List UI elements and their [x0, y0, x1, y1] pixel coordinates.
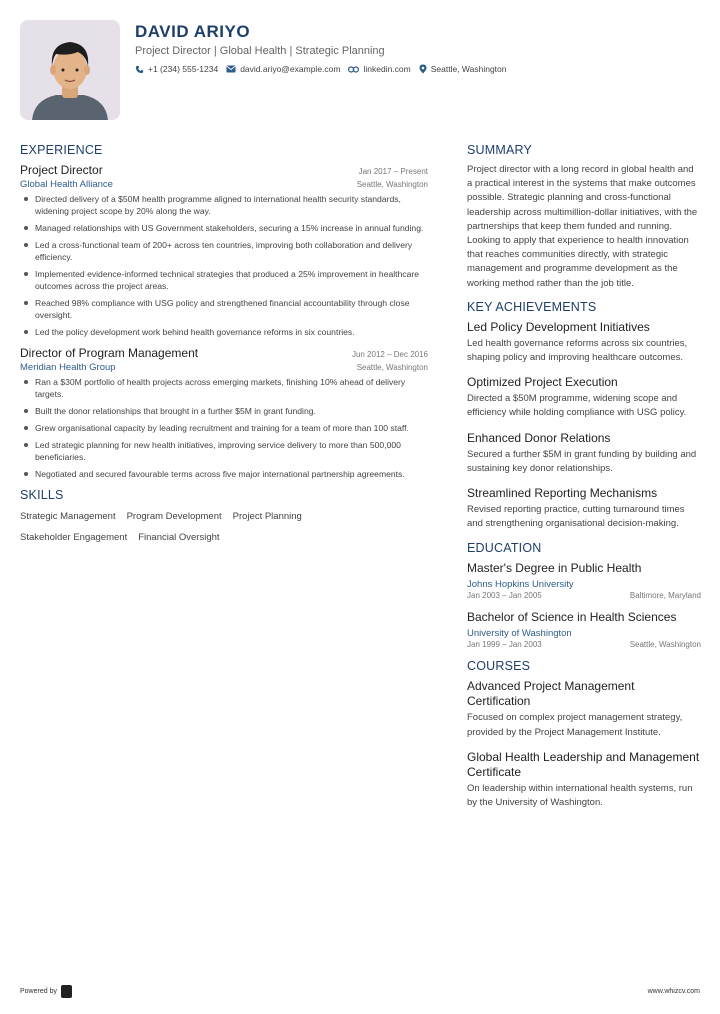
job-location: Seattle, Washington: [356, 180, 428, 189]
degree-title: Master's Degree in Public Health: [467, 561, 642, 576]
job-title: Project Director: [20, 163, 103, 177]
skill-item: Financial Oversight: [138, 532, 220, 543]
education-date: Jan 1999 – Jan 2003: [467, 640, 542, 650]
achievement-title: Led Policy Development Initiatives: [467, 319, 650, 334]
job-bullet: Implemented evidence-informed technical strategies that produced a 25% improvement in healthcare outcomes across the project areas.: [20, 268, 428, 292]
job-entry: [20, 163, 428, 338]
right-column: [467, 143, 701, 820]
contact-linkedin: [348, 64, 410, 74]
achievement-title: Optimized Project Execution: [467, 375, 618, 390]
email-text[interactable]: david.ariyo@example.com: [240, 64, 341, 74]
achievement-item: [467, 375, 701, 420]
powered-by-text: Powered by: [20, 988, 57, 995]
profile-photo: [20, 20, 120, 120]
powered-by: [20, 985, 72, 998]
job-date: Jun 2012 – Dec 2016: [351, 350, 428, 359]
skills-list: [20, 511, 360, 553]
job-bullet: Managed relationships with US Government stakeholders, securing a 15% increase in annual funding.: [20, 222, 428, 234]
skills-heading: SKILLS: [20, 488, 64, 502]
job-company: Meridian Health Group: [20, 362, 116, 373]
education-item: [467, 610, 701, 649]
job-bullets: [20, 376, 428, 480]
job-bullet: Ran a $30M portfolio of health projects across emerging markets, finishing 10% ahead of delivery targets.: [20, 376, 428, 400]
education-location: Seattle, Washington: [629, 640, 701, 650]
contact-bar: [135, 64, 515, 74]
job-bullet: Directed delivery of a $50M health programme aligned to international health security standards, widening project scope by 20% along the way.: [20, 193, 428, 217]
summary-heading: SUMMARY: [467, 143, 533, 157]
phone-text: +1 (234) 555-1234: [148, 64, 219, 74]
degree-title: Bachelor of Science in Health Sciences: [467, 610, 677, 625]
resume-header: [20, 20, 700, 120]
course-item: [467, 750, 701, 810]
linkedin-text[interactable]: linkedin.com: [363, 64, 411, 74]
school-name: University of Washington: [467, 628, 572, 640]
achievement-text: Directed a $50M programme, widening scope and efficiency while holding compliance with USG policy.: [467, 393, 687, 419]
course-text: On leadership within international health systems, run by the University of Washington.: [467, 782, 693, 809]
education-heading: EDUCATION: [467, 541, 542, 556]
courses-heading: COURSES: [467, 659, 531, 674]
achievement-text: Secured a further $5M in grant funding by building and sustaining key donor relationships.: [467, 448, 697, 474]
phone-icon: [135, 65, 144, 74]
job-location: Seattle, Washington: [356, 363, 428, 372]
achievement-item: [467, 486, 701, 531]
school-name: Johns Hopkins University: [467, 579, 574, 591]
contact-location: [419, 64, 507, 74]
job-date: Jan 2017 – Present: [358, 167, 428, 176]
job-entry: [20, 346, 428, 480]
job-company: Global Health Alliance: [20, 179, 113, 190]
whizcv-logo-icon[interactable]: [61, 985, 72, 998]
contact-phone: [135, 64, 218, 74]
course-title: Global Health Leadership and Management Certificate: [467, 749, 700, 779]
left-column: [20, 143, 428, 553]
job-bullet: Led strategic planning for new health initiatives, improving service delivery to more than 500,000 beneficiaries.: [20, 439, 428, 463]
avatar-illustration: [20, 20, 120, 120]
achievements-heading: KEY ACHIEVEMENTS: [467, 299, 597, 314]
achievement-title: Enhanced Donor Relations: [467, 430, 611, 445]
candidate-subtitle: Project Director | Global Health | Strategic Planning: [135, 45, 385, 57]
email-icon: [226, 65, 236, 73]
job-bullets: [20, 193, 428, 338]
job-bullet: Built the donor relationships that brought in a further $5M in grant funding.: [20, 405, 428, 417]
education-item: [467, 561, 701, 600]
achievement-title: Streamlined Reporting Mechanisms: [467, 486, 658, 501]
skill-item: Strategic Management: [20, 511, 116, 522]
course-item: [467, 679, 701, 739]
achievement-text: Revised reporting practice, cutting turnaround times and strengthening organisational decision-making.: [467, 504, 685, 530]
job-bullet: Led a cross-functional team of 200+ across ten countries, improving both collaboration and delivery efficiency.: [20, 239, 428, 263]
location-pin-icon: [419, 64, 427, 74]
course-title: Advanced Project Management Certification: [467, 679, 635, 709]
achievement-item: [467, 431, 701, 476]
contact-email: [226, 64, 340, 74]
job-bullet: Grew organisational capacity by leading recruitment and training for a team of more than 100 staff.: [20, 422, 428, 434]
link-icon: [348, 66, 359, 73]
education-date: Jan 2003 – Jan 2005: [467, 591, 542, 601]
candidate-name: DAVID ARIYO: [135, 22, 251, 41]
footer-site-link[interactable]: www.whizcv.com: [647, 988, 700, 995]
job-bullet: Led the policy development work behind health governance reforms in six countries.: [20, 326, 428, 338]
job-bullet: Reached 98% compliance with USG policy and strengthened financial accountability through close oversight.: [20, 297, 428, 321]
achievement-item: [467, 320, 701, 365]
achievement-text: Led health governance reforms across six countries, shaping policy and improving healthcare outcomes.: [467, 337, 688, 364]
education-location: Baltimore, Maryland: [629, 591, 701, 601]
experience-heading: EXPERIENCE: [20, 143, 103, 157]
skill-item: Project Planning: [232, 511, 302, 522]
course-text: Focused on complex project management strategy, provided by the Project Management Institute.: [467, 712, 683, 738]
summary-text: Project director with a long record in global health and a practical interest in the systems that make outcomes possible. Strategic planning and cross-functional leadership across multimillion-dollar initiatives, with the partnerships that keep them funded and running. Looking to apply that experience to health innovation that reaches communities directly, with strategic management and programme development as the working method rather than the job title.: [467, 164, 698, 289]
skill-item: Stakeholder Engagement: [20, 532, 128, 543]
job-bullet: Negotiated and secured favourable terms across five major international partnership agreements.: [20, 468, 428, 480]
location-text: Seattle, Washington: [430, 64, 507, 74]
skill-item: Program Development: [126, 511, 222, 522]
job-title: Director of Program Management: [20, 346, 199, 360]
